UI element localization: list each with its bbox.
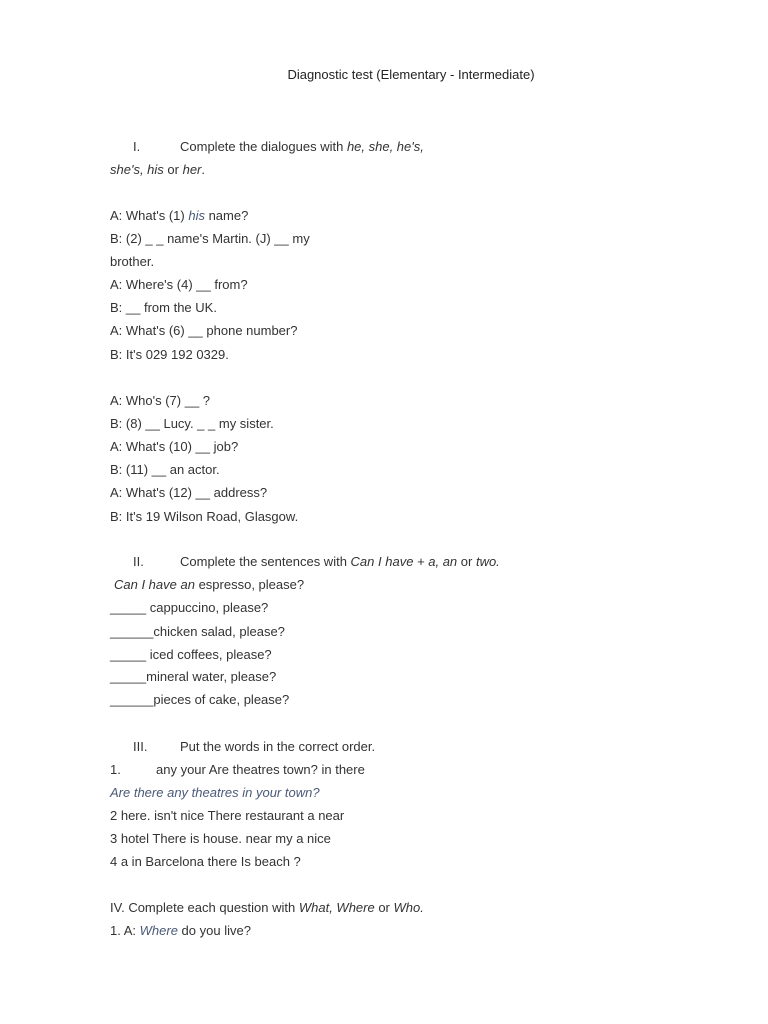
dialogue-line: B: It's 19 Wilson Road, Glasgow.	[110, 509, 299, 524]
section-1-number: I.	[133, 139, 141, 154]
dialogue-line: A: What's (6) __ phone number?	[110, 323, 298, 338]
section-4-heading: IV. Complete each question with What, Where or Who.	[110, 900, 424, 915]
page-title: Diagnostic test (Elementary - Intermediate)	[287, 67, 535, 82]
section-4-item: 1. A: Where do you live?	[110, 923, 251, 938]
dialogue-line: B: (2) _ _ name's Martin. (J) __ my	[110, 231, 310, 246]
dialogue-line: brother.	[110, 254, 155, 269]
section-2-item: _____ iced coffees, please?	[110, 647, 272, 662]
dialogue-line: B: It's 029 192 0329.	[110, 347, 229, 362]
example-answer: his	[188, 208, 205, 223]
section-2-heading: II. Complete the sentences with Can I have + a, an or two.	[133, 554, 500, 569]
dialogue-line: B: __ from the UK.	[110, 300, 217, 315]
dialogue-line: A: Who's (7) __ ?	[110, 393, 211, 408]
dialogue-line: A: What's (10) __ job?	[110, 439, 239, 454]
dialogue-line: B: (8) __ Lucy. _ _ my sister.	[110, 416, 274, 431]
section-3-item: 4 a in Barcelona there Is beach ?	[110, 854, 301, 869]
section-2-example: Can I have an espresso, please?	[114, 577, 305, 592]
section-2-item: ______chicken salad, please?	[110, 624, 285, 639]
section-2-number: II.	[133, 554, 144, 569]
section-3-item: 3 hotel There is house. near my a nice	[110, 831, 331, 846]
section-3-number: III.	[133, 739, 148, 754]
example-answer: Where	[139, 923, 178, 938]
section-2-item: ______pieces of cake, please?	[110, 692, 290, 707]
dialogue-line: A: Where's (4) __ from?	[110, 277, 248, 292]
dialogue-line: B: (11) __ an actor.	[110, 462, 220, 477]
dialogue-line: A: What's (1) his name?	[110, 208, 249, 223]
section-3-heading: III. Put the words in the correct order.	[133, 739, 376, 754]
section-1-heading-cont: she's, his or her.	[110, 162, 206, 177]
section-3-item: 2 here. isn't nice There restaurant a near	[110, 808, 345, 823]
section-1-heading: I. Complete the dialogues with he, she, he's,	[133, 139, 424, 154]
section-2-item: _____mineral water, please?	[110, 669, 277, 684]
dialogue-line: A: What's (12) __ address?	[110, 485, 268, 500]
section-3-example: Are there any theatres in your town?	[110, 785, 320, 800]
section-2-item: _____ cappuccino, please?	[110, 600, 269, 615]
section-3-item: 1. any your Are theatres town? in there	[110, 762, 365, 777]
